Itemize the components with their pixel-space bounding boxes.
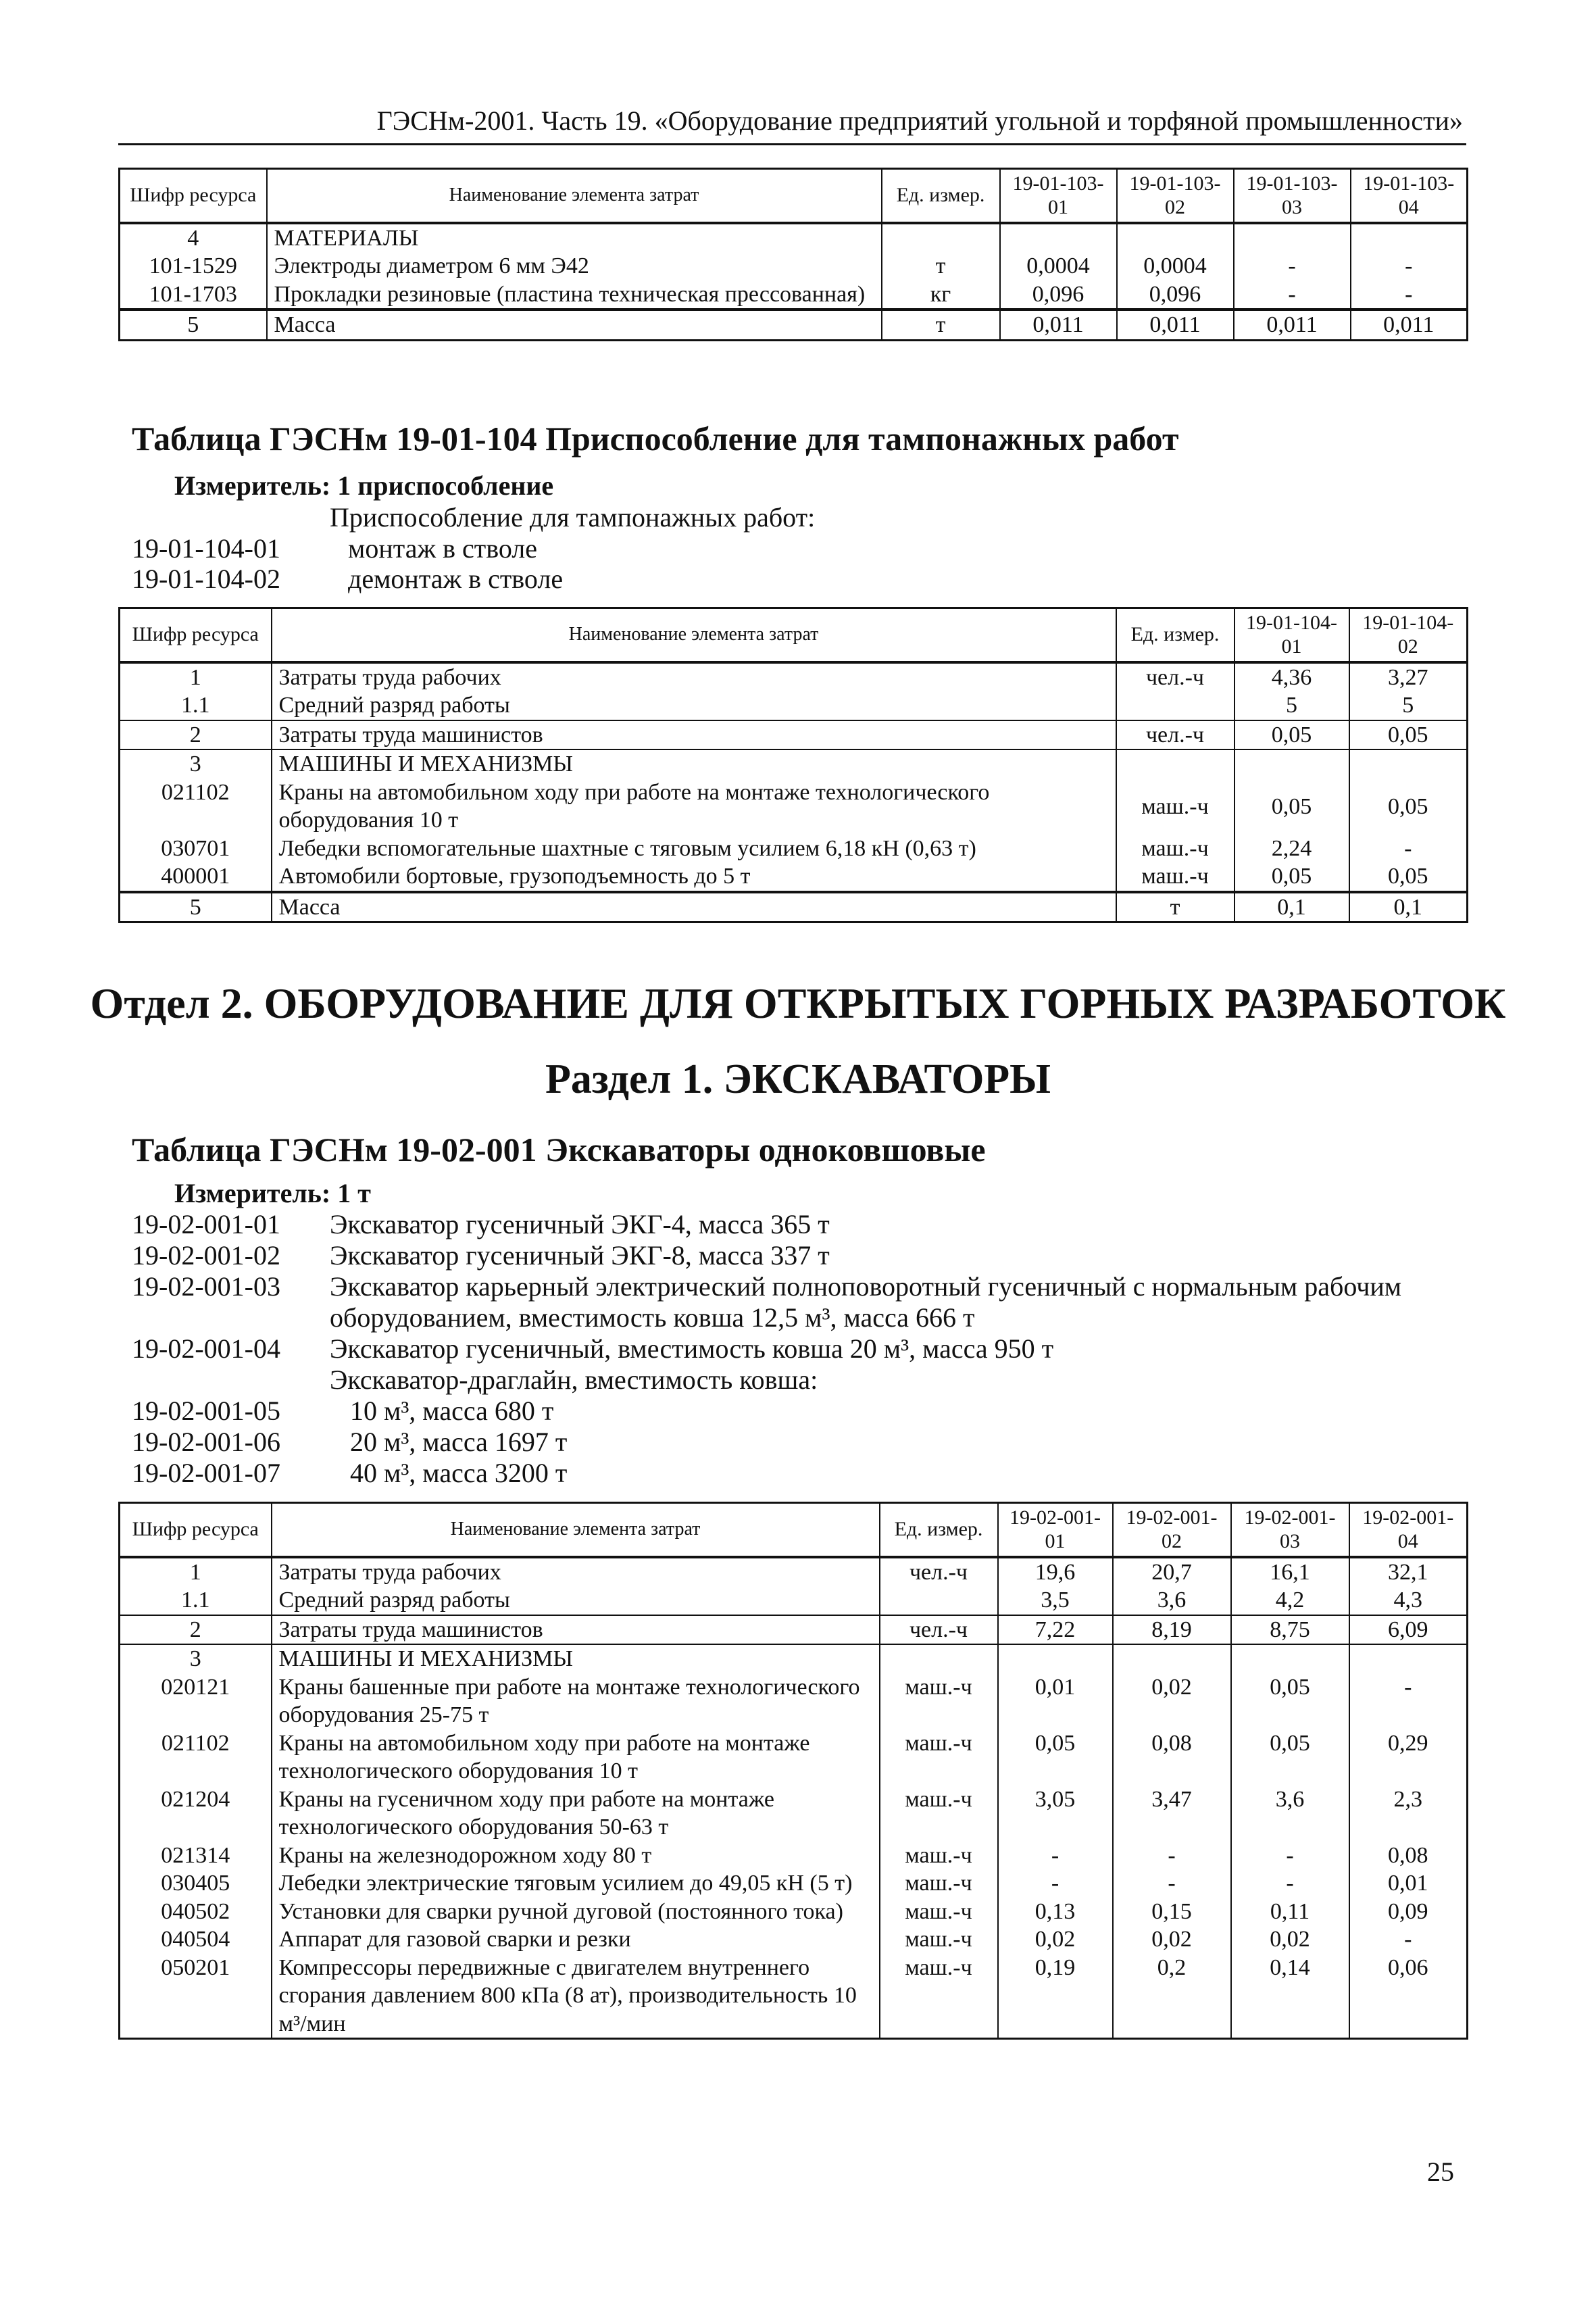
cell-name: Затраты труда машинистов (272, 1615, 880, 1644)
cell-value: 0,05 (1231, 1673, 1349, 1729)
item-text: 40 м³, масса 3200 т (350, 1458, 568, 1488)
cell-value: 0,11 (1231, 1898, 1349, 1925)
table-row (120, 862, 1468, 891)
cell-unit (880, 1644, 998, 1673)
item-code: 19-01-104-01 (132, 533, 280, 564)
cell-value: - (1349, 1925, 1468, 1953)
header-cell: Шифр ресурса (120, 1503, 272, 1558)
cell-value: 0,1 (1349, 892, 1468, 922)
cell-value (1235, 749, 1349, 778)
cell-value: 0,096 (1000, 280, 1117, 310)
meter-201: Измеритель: 1 т (174, 1178, 371, 1208)
cell-unit: маш.-ч (880, 1673, 998, 1729)
table-19-01-103 (118, 168, 1468, 341)
header-cell: Наименование элемента затрат (272, 1503, 880, 1558)
header-cell: 19-01-103-03 (1234, 169, 1351, 224)
cell-code: 030405 (120, 1869, 272, 1897)
table-row (120, 1842, 1468, 1869)
cell-code: 2 (120, 1615, 272, 1644)
cell-value: 0,13 (998, 1898, 1113, 1925)
item-text: 20 м³, масса 1697 т (350, 1427, 568, 1457)
header-cell: Шифр ресурса (120, 169, 267, 224)
cell-name: Электроды диаметром 6 мм Э42 (267, 252, 882, 280)
cell-code: 1 (120, 1557, 272, 1586)
cell-value: 0,01 (998, 1673, 1113, 1729)
cell-unit: маш.-ч (1116, 779, 1235, 835)
cell-value: - (1113, 1869, 1231, 1897)
cell-code: 1 (120, 662, 272, 691)
table-row (120, 892, 1468, 922)
table-row (120, 1869, 1468, 1897)
cell-value: 0,06 (1349, 1954, 1468, 2039)
cell-unit: маш.-ч (880, 1842, 998, 1869)
cell-code: 020121 (120, 1673, 272, 1729)
cell-unit: маш.-ч (880, 1786, 998, 1842)
cell-code: 021102 (120, 1729, 272, 1786)
table-row (120, 662, 1468, 691)
table-row (120, 691, 1468, 720)
cell-value: 20,7 (1113, 1557, 1231, 1586)
cell-value: 4,36 (1235, 662, 1349, 691)
cell-name: Аппарат для газовой сварки и резки (272, 1925, 880, 1953)
cell-unit: т (882, 310, 1000, 340)
cell-value: - (1234, 252, 1351, 280)
cell-unit: чел.-ч (1116, 720, 1235, 749)
cell-unit: чел.-ч (1116, 662, 1235, 691)
table-title-104: Таблица ГЭСНм 19-01-104 Приспособление для тампонажных работ (132, 420, 1179, 458)
cell-value: 19,6 (998, 1557, 1113, 1586)
meter-104: Измеритель: 1 приспособление (174, 470, 554, 501)
cell-value: - (998, 1842, 1113, 1869)
cell-value: 8,75 (1231, 1615, 1349, 1644)
cell-unit (1116, 691, 1235, 720)
cell-unit: маш.-ч (880, 1729, 998, 1786)
header-cell: Наименование элемента затрат (272, 608, 1116, 663)
header-cell: 19-01-103-01 (1000, 169, 1117, 224)
cell-value (1349, 749, 1468, 778)
item-code: 19-02-001-07 (132, 1458, 280, 1488)
cell-value: 0,05 (1235, 779, 1349, 835)
cell-unit: кг (882, 280, 1000, 310)
cell-value: 7,22 (998, 1615, 1113, 1644)
cell-value (1113, 1644, 1231, 1673)
cell-value: 0,011 (1000, 310, 1117, 340)
cell-value: 0,29 (1349, 1729, 1468, 1786)
cell-code: 021204 (120, 1786, 272, 1842)
cell-value: 0,011 (1351, 310, 1468, 340)
cell-value: 3,27 (1349, 662, 1468, 691)
cell-code: 400001 (120, 862, 272, 891)
table-row (120, 1729, 1468, 1786)
cell-name: Автомобили бортовые, грузоподъемность до 5 т (272, 862, 1116, 891)
item-code: 19-02-001-03 (132, 1271, 280, 1302)
header-cell: 19-01-103-04 (1351, 169, 1468, 224)
cell-name: Затраты труда рабочих (272, 1557, 880, 1586)
cell-code: 1.1 (120, 691, 272, 720)
cell-value: 0,19 (998, 1954, 1113, 2039)
cell-value: 0,2 (1113, 1954, 1231, 2039)
cell-name: МАШИНЫ И МЕХАНИЗМЫ (272, 1644, 880, 1673)
table-19-01-104 (118, 607, 1468, 923)
cell-value: 0,05 (1231, 1729, 1349, 1786)
cell-unit: маш.-ч (880, 1954, 998, 2039)
cell-value: 0,09 (1349, 1898, 1468, 1925)
item-text: Экскаватор карьерный электрический полноповоротный гусеничный с нормальным рабочим (330, 1271, 1402, 1302)
cell-name: Краны на гусеничном ходу при работе на монтаже технологического оборудования 50-63 т (272, 1786, 880, 1842)
cell-value: 0,0004 (1000, 252, 1117, 280)
table-19-02-001 (118, 1502, 1468, 2040)
table-row (120, 1786, 1468, 1842)
cell-value: 3,5 (998, 1586, 1113, 1615)
cell-unit: т (882, 252, 1000, 280)
cell-unit (882, 223, 1000, 252)
table-row (120, 835, 1468, 862)
table-row (120, 749, 1468, 778)
cell-value: - (1351, 252, 1468, 280)
cell-value: 6,09 (1349, 1615, 1468, 1644)
cell-value: 0,1 (1235, 892, 1349, 922)
cell-name: Краны на железнодорожном ходу 80 т (272, 1842, 880, 1869)
cell-value: 4,2 (1231, 1586, 1349, 1615)
cell-unit (1116, 749, 1235, 778)
cell-code: 050201 (120, 1954, 272, 2039)
cell-value: 0,15 (1113, 1898, 1231, 1925)
cell-unit: маш.-ч (880, 1925, 998, 1953)
table-row (120, 223, 1468, 252)
table-row (120, 252, 1468, 280)
table-row (120, 720, 1468, 749)
table-row (120, 1615, 1468, 1644)
header-cell: 19-01-104-01 (1235, 608, 1349, 663)
cell-name: Затраты труда рабочих (272, 662, 1116, 691)
table-title-201: Таблица ГЭСНм 19-02-001 Экскаваторы одноковшовые (132, 1131, 986, 1168)
cell-code: 2 (120, 720, 272, 749)
table-row (120, 280, 1468, 310)
cell-value: - (1349, 835, 1468, 862)
cell-code: 4 (120, 223, 267, 252)
cell-name: Компрессоры передвижные с двигателем внутреннего сгорания давлением 800 кПа (8 ат), производительность 10 м³/мин (272, 1954, 880, 2039)
cell-name: Затраты труда машинистов (272, 720, 1116, 749)
table-row (120, 310, 1468, 340)
header-cell: Ед. измер. (880, 1503, 998, 1558)
cell-code: 5 (120, 892, 272, 922)
cell-unit (880, 1586, 998, 1615)
table-row (120, 1586, 1468, 1615)
cell-name: МАТЕРИАЛЫ (267, 223, 882, 252)
cell-name: Масса (267, 310, 882, 340)
cell-code: 3 (120, 1644, 272, 1673)
cell-name: Краны на автомобильном ходу при работе на монтаже технологического оборудования 10 т (272, 1729, 880, 1786)
cell-unit: т (1116, 892, 1235, 922)
item-code: 19-02-001-02 (132, 1240, 280, 1271)
cell-value: - (1349, 1673, 1468, 1729)
table-row (120, 1954, 1468, 2039)
cell-value: 0,05 (1235, 720, 1349, 749)
item-text: Экскаватор гусеничный ЭКГ-8, масса 337 т (330, 1240, 830, 1271)
table-row (120, 1925, 1468, 1953)
cell-value: 0,05 (998, 1729, 1113, 1786)
header-cell: 19-02-001-01 (998, 1503, 1113, 1558)
cell-unit: чел.-ч (880, 1557, 998, 1586)
cell-value: 3,6 (1113, 1586, 1231, 1615)
cell-code: 101-1703 (120, 280, 267, 310)
header-cell: 19-02-001-04 (1349, 1503, 1468, 1558)
cell-value: - (1113, 1842, 1231, 1869)
cell-value (1231, 1644, 1349, 1673)
section-heading: Раздел 1. ЭКСКАВАТОРЫ (545, 1056, 1051, 1102)
cell-value: 8,19 (1113, 1615, 1231, 1644)
header-cell: Ед. измер. (1116, 608, 1235, 663)
cell-code: 040504 (120, 1925, 272, 1953)
item-code: 19-02-001-06 (132, 1427, 280, 1457)
header-cell: Ед. измер. (882, 169, 1000, 224)
cell-value: 0,05 (1349, 862, 1468, 891)
running-header: ГЭСНм-2001. Часть 19. «Оборудование предприятий угольной и торфяной промышленности» (376, 105, 1463, 136)
item-code: 19-02-001-01 (132, 1209, 280, 1239)
cell-value: - (998, 1869, 1113, 1897)
cell-value: 2,24 (1235, 835, 1349, 862)
cell-name: Лебедки электрические тяговым усилием до 49,05 кН (5 т) (272, 1869, 880, 1897)
page-number: 25 (1427, 2157, 1454, 2187)
cell-value: 0,02 (998, 1925, 1113, 1953)
cell-value: 5 (1349, 691, 1468, 720)
table-row (120, 1898, 1468, 1925)
cell-value: 0,08 (1113, 1729, 1231, 1786)
cell-value: 0,05 (1235, 862, 1349, 891)
cell-value: 0,02 (1231, 1925, 1349, 1953)
cell-value (1349, 1644, 1468, 1673)
cell-value: 0,02 (1113, 1925, 1231, 1953)
item-text: демонтаж в стволе (348, 564, 564, 594)
cell-value: 0,08 (1349, 1842, 1468, 1869)
cell-value (1117, 223, 1234, 252)
header-cell: 19-02-001-02 (1113, 1503, 1231, 1558)
cell-value: 3,6 (1231, 1786, 1349, 1842)
cell-code: 040502 (120, 1898, 272, 1925)
item-text-cont: оборудованием, вместимость ковша 12,5 м³, масса 666 т (330, 1302, 975, 1333)
cell-value: 5 (1235, 691, 1349, 720)
cell-value: 0,096 (1117, 280, 1234, 310)
item-text: монтаж в стволе (348, 533, 537, 564)
table-row (120, 1644, 1468, 1673)
header-cell: 19-01-104-02 (1349, 608, 1468, 663)
cell-value (1234, 223, 1351, 252)
cell-value: 32,1 (1349, 1557, 1468, 1586)
header-cell: Шифр ресурса (120, 608, 272, 663)
cell-value (1351, 223, 1468, 252)
cell-name: Масса (272, 892, 1116, 922)
table-row (120, 1673, 1468, 1729)
header-cell: Наименование элемента затрат (267, 169, 882, 224)
cell-value: 0,02 (1113, 1673, 1231, 1729)
table-row (120, 1557, 1468, 1586)
header-cell: 19-02-001-03 (1231, 1503, 1349, 1558)
cell-value (1000, 223, 1117, 252)
header-cell: 19-01-103-02 (1117, 169, 1234, 224)
cell-unit: маш.-ч (1116, 862, 1235, 891)
cell-value: 0,0004 (1117, 252, 1234, 280)
cell-value: - (1231, 1842, 1349, 1869)
cell-value (998, 1644, 1113, 1673)
cell-value: 0,011 (1117, 310, 1234, 340)
cell-code: 021314 (120, 1842, 272, 1869)
cell-value: - (1351, 280, 1468, 310)
cell-unit: чел.-ч (880, 1615, 998, 1644)
cell-code: 101-1529 (120, 252, 267, 280)
item-code: 19-01-104-02 (132, 564, 280, 594)
cell-value: 4,3 (1349, 1586, 1468, 1615)
cell-value: 3,47 (1113, 1786, 1231, 1842)
item-text: Экскаватор гусеничный ЭКГ-4, масса 365 т (330, 1209, 830, 1239)
cell-name: Лебедки вспомогательные шахтные с тяговым усилием 6,18 кН (0,63 т) (272, 835, 1116, 862)
cell-unit: маш.-ч (1116, 835, 1235, 862)
item-code: 19-02-001-05 (132, 1396, 280, 1426)
cell-name: Установки для сварки ручной дуговой (постоянного тока) (272, 1898, 880, 1925)
cell-value: 3,05 (998, 1786, 1113, 1842)
item-code: 19-02-001-04 (132, 1333, 280, 1364)
cell-value: 0,011 (1234, 310, 1351, 340)
cell-value: 0,05 (1349, 779, 1468, 835)
cell-name: Краны на автомобильном ходу при работе на монтаже технологического оборудования 10 т (272, 779, 1116, 835)
cell-code: 5 (120, 310, 267, 340)
cell-name: МАШИНЫ И МЕХАНИЗМЫ (272, 749, 1116, 778)
cell-value: - (1231, 1869, 1349, 1897)
department-heading: Отдел 2. ОБОРУДОВАНИЕ ДЛЯ ОТКРЫТЫХ ГОРНЫХ РАЗРАБОТОК (90, 979, 1506, 1027)
item-text: Экскаватор гусеничный, вместимость ковша 20 м³, масса 950 т (330, 1333, 1054, 1364)
cell-name: Средний разряд работы (272, 691, 1116, 720)
header-rule (118, 143, 1466, 145)
cell-value: 16,1 (1231, 1557, 1349, 1586)
item-text: 10 м³, масса 680 т (350, 1396, 554, 1426)
cell-value: 0,14 (1231, 1954, 1349, 2039)
cell-value: 0,05 (1349, 720, 1468, 749)
cell-code: 3 (120, 749, 272, 778)
cell-unit: маш.-ч (880, 1898, 998, 1925)
item-text: Экскаватор-драглайн, вместимость ковша: (330, 1364, 818, 1395)
intro-104: Приспособление для тампонажных работ: (330, 502, 816, 533)
cell-name: Краны башенные при работе на монтаже технологического оборудования 25-75 т (272, 1673, 880, 1729)
cell-value: - (1234, 280, 1351, 310)
cell-value: 2,3 (1349, 1786, 1468, 1842)
cell-code: 021102 (120, 779, 272, 835)
cell-value: 0,01 (1349, 1869, 1468, 1897)
cell-name: Средний разряд работы (272, 1586, 880, 1615)
table-row (120, 779, 1468, 835)
cell-name: Прокладки резиновые (пластина техническая прессованная) (267, 280, 882, 310)
cell-unit: маш.-ч (880, 1869, 998, 1897)
cell-code: 030701 (120, 835, 272, 862)
cell-code: 1.1 (120, 1586, 272, 1615)
